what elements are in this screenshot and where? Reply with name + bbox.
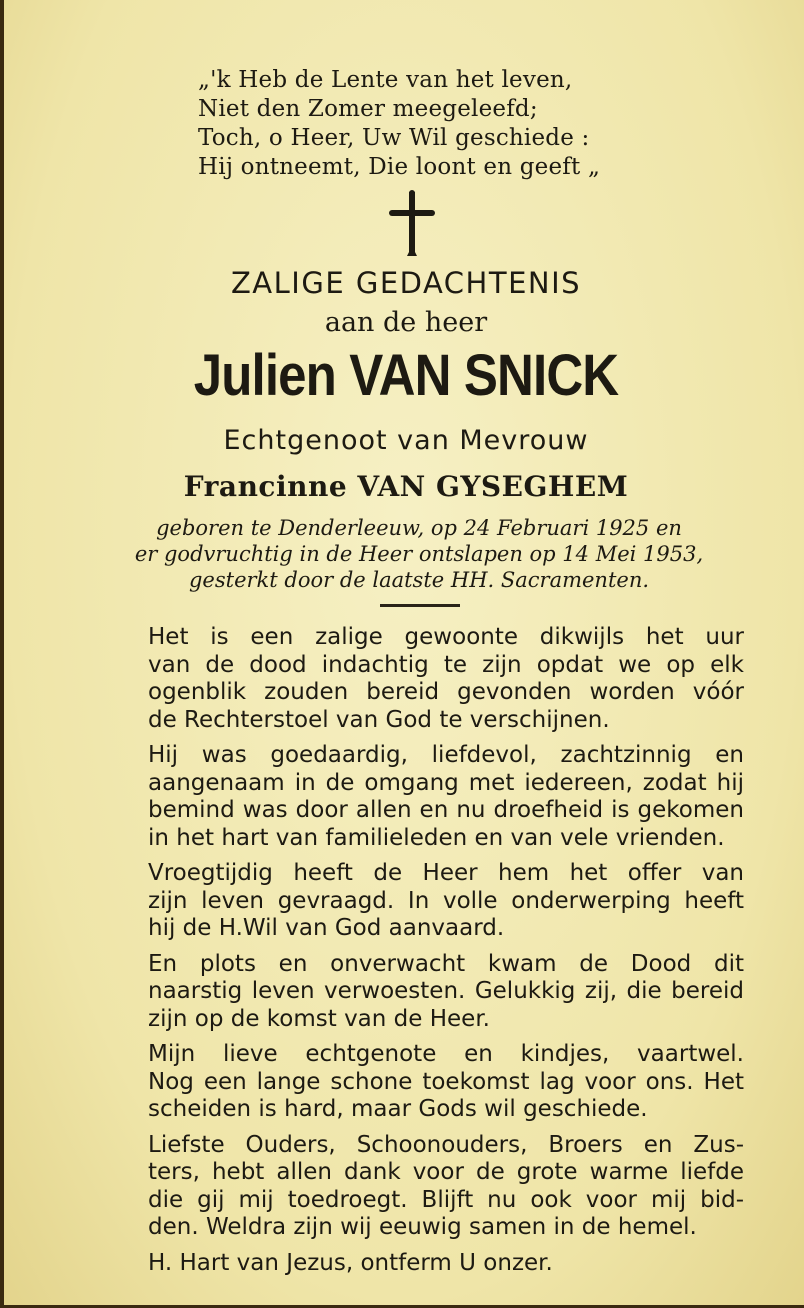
paragraph-line: van de dood indachtig te zijn opdat we op elk [148,651,744,678]
paragraph-line: zijn leven gevraagd. In volle onderwerping heeft [148,887,744,914]
deceased-name: Julien VAN SNICK [193,343,619,408]
paragraph-line: Vroegtijdig heeft de Heer hem het offer van [148,860,744,886]
paragraph [92,624,744,734]
paragraph-line: ogenblik zouden bereid gevonden worden vóór [148,679,744,705]
dates-line: er godvruchtig in de Heer ontslapen op 14 Mei 1953, [134,542,704,566]
paragraph-line: Hij was goedaardig, liefdevol, zachtzinnig en [148,742,744,768]
paragraph-line: Het is een zalige gewoonte dikwijls het uur [148,624,744,650]
paragraph-line: Mijn lieve echtgenote en kindjes, vaartwel. [148,1041,744,1067]
paragraph-line: in het hart van familieleden en van vele vrienden. [148,824,725,851]
paragraph-line: die gij mij toedroegt. Blijft nu ook voor mij bid- [148,1186,744,1213]
poem-line: Hij ontneemt, Die loont en geeft „ [198,154,601,180]
cross-icon [388,190,436,258]
poem [198,66,678,182]
poem-line: „'k Heb de Lente van het leven, [198,67,573,93]
paragraph [92,742,744,852]
paragraph [92,1132,744,1242]
poem-line: Toch, o Heer, Uw Wil geschiede : [198,125,590,151]
paragraph [92,860,744,943]
paragraph-line: Nog een lange schone toekomst lag voor ons. Het [148,1068,744,1095]
dates-line: gesterkt door de laatste HH. Sacramenten. [188,568,650,592]
salutation: aan de heer [324,307,488,338]
spouse-name: Francinne VAN GYSEGHEM [183,470,629,503]
paragraph-line: zijn op de komst van de Heer. [148,1005,490,1032]
paragraph-line: Liefste Ouders, Schoonouders, Broers en Zus- [148,1131,744,1158]
paragraph-line: naarstig leven verwoesten. Gelukkig zij, die bereid [148,978,744,1004]
divider [380,604,460,607]
birth-death-dates [94,515,744,593]
paragraph [92,1041,744,1124]
paragraph-line: aangenaam in de omgang met iedereen, zodat hij [148,769,744,796]
paragraph-line: bemind was door allen en nu droefheid is gekomen [148,797,744,823]
memorial-heading: ZALIGE GEDACHTENIS [230,266,582,300]
paragraph-line: En plots en onverwacht kwam de Dood dit [148,950,744,977]
dates-line: geboren te Denderleeuw, op 24 Februari 1925 en [156,516,682,540]
paragraph-line: scheiden is hard, maar Gods wil geschiede. [148,1096,648,1122]
paragraph-line: de Rechterstoel van God te verschijnen. [148,706,610,733]
paragraph-line: hij de H.Wil van God aanvaard. [148,915,505,941]
poem-line: Niet den Zomer meegeleefd; [198,96,538,122]
closing-prayer: H. Hart van Jezus, ontferm U onzer. [148,1249,553,1276]
paragraph-line: den. Weldra zijn wij eeuwig samen in de hemel. [148,1214,697,1240]
paragraph-line: ters, hebt allen dank voor de grote warme liefde [148,1159,744,1185]
paragraph [92,951,744,1034]
spouse-label: Echtgenoot van Mevrouw [223,425,589,456]
memorial-text [92,624,744,1277]
